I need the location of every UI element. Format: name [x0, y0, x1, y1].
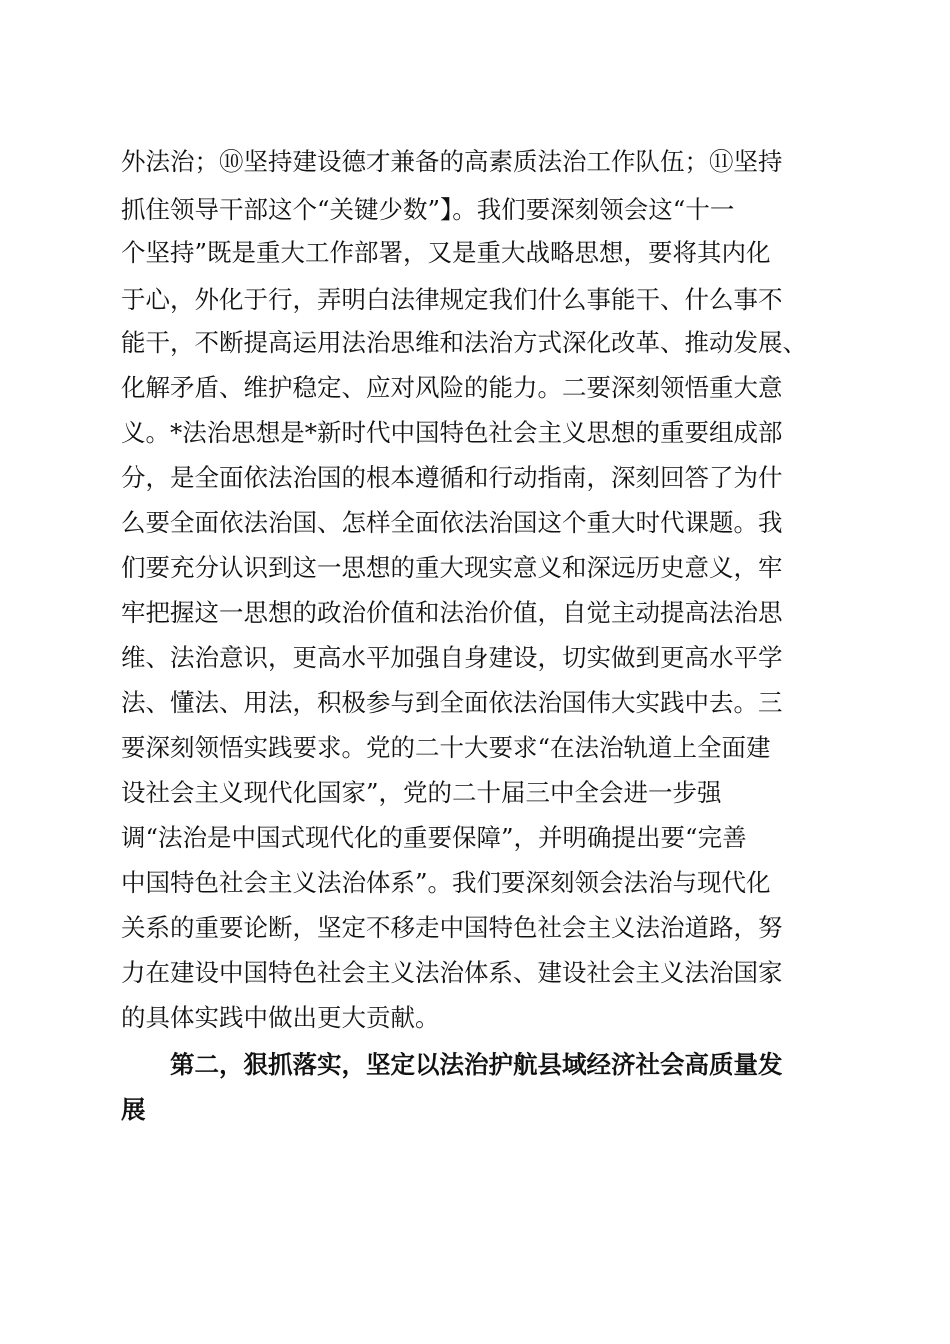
paragraph-line: 法、懂法、用法，积极参与到全面依法治国伟大实践中去。三	[121, 688, 783, 717]
paragraph-line: 的具体实践中做出更大贡献。	[121, 1003, 440, 1032]
paragraph-line: 们要充分认识到这一思想的重大现实意义和深远历史意义，牢	[121, 553, 783, 582]
paragraph-line: 个坚持”既是重大工作部署，又是重大战略思想，要将其内化	[121, 238, 771, 267]
paragraph-line: 化解矛盾、维护稳定、应对风险的能力。二要深刻领悟重大意	[121, 373, 783, 402]
paragraph-line: 关系的重要论断，坚定不移走中国特色社会主义法治道路，努	[121, 913, 783, 942]
paragraph-line: 于心，外化于行，弄明白法律规定我们什么事能干、什么事不	[121, 285, 783, 314]
paragraph-line: 中国特色社会主义法治体系”。我们要深刻领会法治与现代化	[121, 868, 771, 897]
paragraph-line: 义。*法治思想是*新时代中国特色社会主义思想的重要组成部	[121, 418, 783, 447]
heading-line: 展	[121, 1095, 146, 1124]
paragraph-line: 要深刻领悟实践要求。党的二十大要求“在法治轨道上全面建	[121, 733, 771, 762]
paragraph-line: 设社会主义现代化国家”，党的二十届三中全会进一步强	[121, 778, 722, 807]
paragraph-line: 牢把握这一思想的政治价值和法治价值，自觉主动提高法治思	[121, 598, 783, 627]
paragraph-line: 力在建设中国特色社会主义法治体系、建设社会主义法治国家	[121, 958, 783, 987]
paragraph-line: 抓住领导干部这个“关键少数”】。我们要深刻领会这“十一	[121, 195, 735, 224]
paragraph-line: 外法治；⑩坚持建设德才兼备的高素质法治工作队伍；⑪坚持	[121, 147, 783, 176]
paragraph-line: 分，是全面依法治国的根本遵循和行动指南，深刻回答了为什	[121, 463, 783, 492]
heading-line: 第二，狠抓落实，坚定以法治护航县域经济社会高质量发	[170, 1050, 783, 1079]
paragraph-line: 么要全面依法治国、怎样全面依法治国这个重大时代课题。我	[121, 508, 783, 537]
paragraph-line: 能干，不断提高运用法治思维和法治方式深化改革、推动发展、	[121, 328, 807, 357]
paragraph-line: 调“法治是中国式现代化的重要保障”，并明确提出要“完善	[121, 823, 747, 852]
paragraph-line: 维、法治意识，更高水平加强自身建设，切实做到更高水平学	[121, 643, 783, 672]
